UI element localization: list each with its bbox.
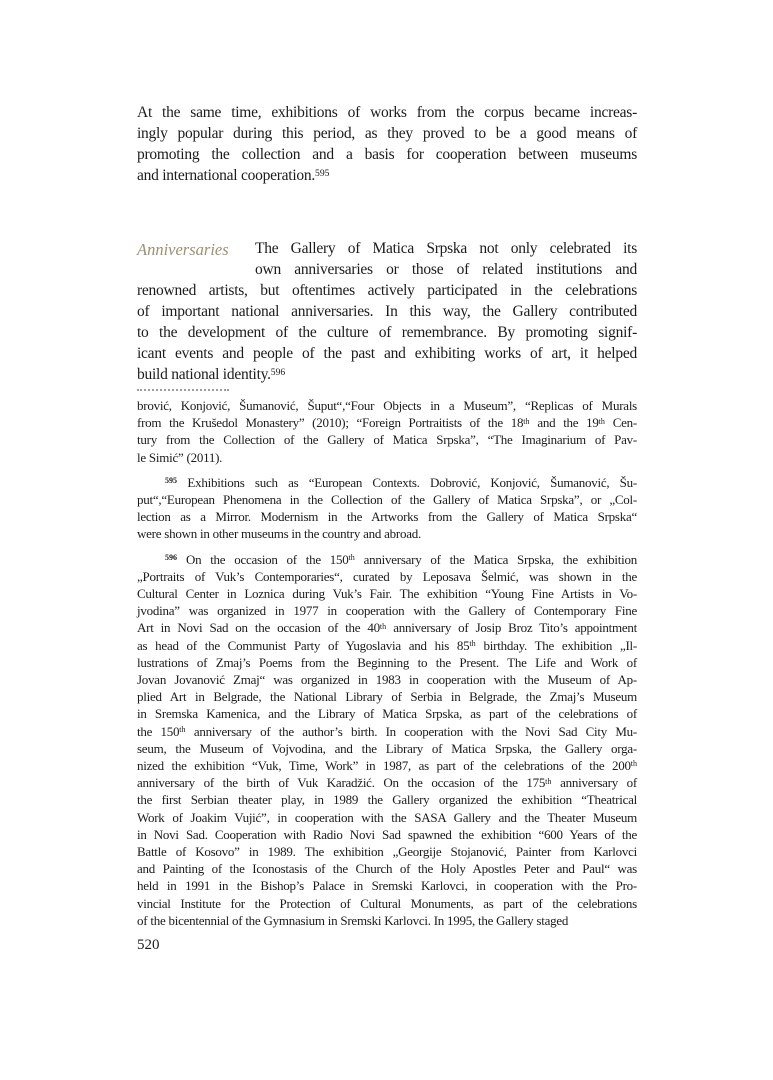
text-line: vincial Institute for the Protection of Cultural Monuments, as part of the celebrations bbox=[137, 895, 637, 911]
text-line: jvodina” was organized in 1977 in cooperation with the Gallery of Contemporary Fine bbox=[137, 603, 637, 619]
text-line: nized the exhibition “Vuk, Time, Work” in 1987, as part of the celebrations of the 200th bbox=[137, 758, 637, 774]
text-line: the first Serbian theater play, in 1989 the Gallery organized the exhibition “Theatrical bbox=[137, 792, 637, 808]
page-number: 520 bbox=[137, 937, 160, 954]
superscript-marker: th bbox=[630, 759, 637, 769]
text-line: of important national anniversaries. In this way, the Gallery contributed bbox=[137, 303, 637, 320]
intro-paragraph bbox=[137, 102, 637, 186]
footnote-596 bbox=[137, 551, 637, 929]
text-line: own anniversaries or those of related institutions and bbox=[255, 261, 637, 278]
text-line: le Simić” (2011). bbox=[137, 449, 223, 465]
text-line: Cultural Center in Loznica during Vuk’s Fair. The exhibition “Young Fine Artists in Vo- bbox=[137, 586, 637, 602]
text-line: At the same time, exhibitions of works from the corpus became increas- bbox=[137, 104, 637, 121]
text-line: brović, Konjović, Šumanović, Šuput“,“Four Objects in a Museum”, “Replicas of Murals bbox=[137, 398, 637, 413]
text-line: The Gallery of Matica Srpska not only celebrated its bbox=[255, 240, 637, 257]
superscript-marker: th bbox=[179, 725, 186, 735]
superscript-marker: th bbox=[379, 621, 387, 631]
text-line: promoting the collection and a basis for cooperation between museums bbox=[137, 146, 637, 163]
footnote-continuation bbox=[137, 397, 637, 466]
superscript-marker: th bbox=[523, 416, 530, 426]
text-line: $^{596}$ On the occasion of the 150th anniversary of the Matica Srpska, the exhibition bbox=[165, 551, 637, 567]
superscript-marker: th bbox=[469, 639, 476, 649]
superscript-marker: 595 bbox=[315, 167, 330, 179]
text-line: from the Krušedol Monastery” (2010); “Foreign Portraitists of the 18th and the 19th Cen- bbox=[137, 415, 637, 431]
text-line: tury from the Collection of the Gallery of Matica Srpska”, “The Imaginarium of Pav- bbox=[137, 432, 637, 448]
superscript-marker: th bbox=[348, 553, 355, 562]
text-line: held in 1991 in the Bishop’s Palace in Sremski Karlovci, in cooperation with the Pro- bbox=[137, 878, 637, 894]
text-line: lustrations of Zmaj’s Poems from the Beginning to the Present. The Life and Work of bbox=[137, 654, 637, 670]
text-line: Work of Joakim Vujić”, in cooperation with the SASA Gallery and the Theater Museum bbox=[137, 809, 637, 825]
text-line: as head of the Communist Party of Yugoslavia and his 85th birthday. The exhibition „Il- bbox=[137, 637, 637, 653]
text-line: build national identity.$^{596}$ bbox=[137, 366, 286, 383]
text-line: of the bicentennial of the Gymnasium in Sremski Karlovci. In 1995, the Gallery staged bbox=[137, 912, 569, 928]
text-line: lection as a Mirror. Modernism in the Artworks from the Gallery of Matica Srpska“ bbox=[137, 509, 637, 525]
text-line: $^{595}$ Exhibitions such as “European Contexts. Dobrović, Konjović, Šumanović, Šu- bbox=[165, 474, 637, 490]
text-line: and international cooperation.$^{595}$ bbox=[137, 167, 330, 184]
text-line: to the development of the culture of remembrance. By promoting signif- bbox=[137, 324, 637, 341]
page-text-block bbox=[137, 102, 637, 954]
superscript-marker: 596 bbox=[270, 366, 286, 378]
text-line: and Painting of the Iconostasis of the Church of the Holy Apostles Peter and Paul“ was bbox=[137, 861, 637, 877]
text-line: plied Art in Belgrade, the National Library of Serbia in Belgrade, the Zmaj’s Museum bbox=[137, 689, 637, 705]
text-line: „Portraits of Vuk’s Contemporaries“, curated by Leposava Šelmić, was shown in the bbox=[137, 568, 637, 584]
superscript-marker: th bbox=[598, 416, 605, 426]
text-line: renowned artists, but oftentimes actively participated in the celebrations bbox=[137, 282, 637, 299]
text-line: were shown in other museums in the country and abroad. bbox=[137, 526, 421, 542]
text-line: ingly popular during this period, as they proved to be a good means of bbox=[137, 125, 637, 142]
superscript-marker: 596 bbox=[165, 553, 178, 562]
text-line: in Novi Sad. Cooperation with Radio Novi Sad spawned the exhibition “600 Years of the bbox=[137, 826, 637, 842]
superscript-marker: th bbox=[545, 776, 552, 786]
footnote-595 bbox=[137, 474, 637, 543]
text-line: Battle of Kosovo” in 1989. The exhibition „Georgije Stojanović, Painter from Karlovci bbox=[137, 844, 637, 860]
anniversaries-paragraph bbox=[137, 238, 637, 385]
superscript-marker: 595 bbox=[165, 476, 178, 486]
text-line: the 150th anniversary of the author’s birth. In cooperation with the Novi Sad City Mu- bbox=[137, 723, 637, 739]
text-line: Jovan Jovanović Zmaj“ was organized in 1983 in cooperation with the Museum of Ap- bbox=[137, 672, 637, 688]
footnote-separator bbox=[137, 389, 229, 391]
anniversaries-section bbox=[137, 238, 637, 385]
text-line: seum, the Museum of Vojvodina, and the Library of Matica Srpska, the Gallery orga- bbox=[137, 740, 637, 756]
text-line: anniversary of the birth of Vuk Karadžić. On the occasion of the 175th anniversary of bbox=[137, 775, 638, 791]
text-line: Art in Novi Sad on the occasion of the 40th anniversary of Josip Broz Tito’s appointment bbox=[137, 620, 638, 636]
text-line: in Sremska Kamenica, and the Library of Matica Srpska, as part of the celebrations of bbox=[137, 706, 637, 722]
text-line: icant events and people of the past and exhibiting works of art, it helped bbox=[137, 345, 637, 362]
text-line: put“,“European Phenomena in the Collection of the Gallery of Matica Srpska”, or „Col- bbox=[137, 492, 637, 508]
margin-label-anniversaries: Anniversaries bbox=[137, 240, 229, 259]
